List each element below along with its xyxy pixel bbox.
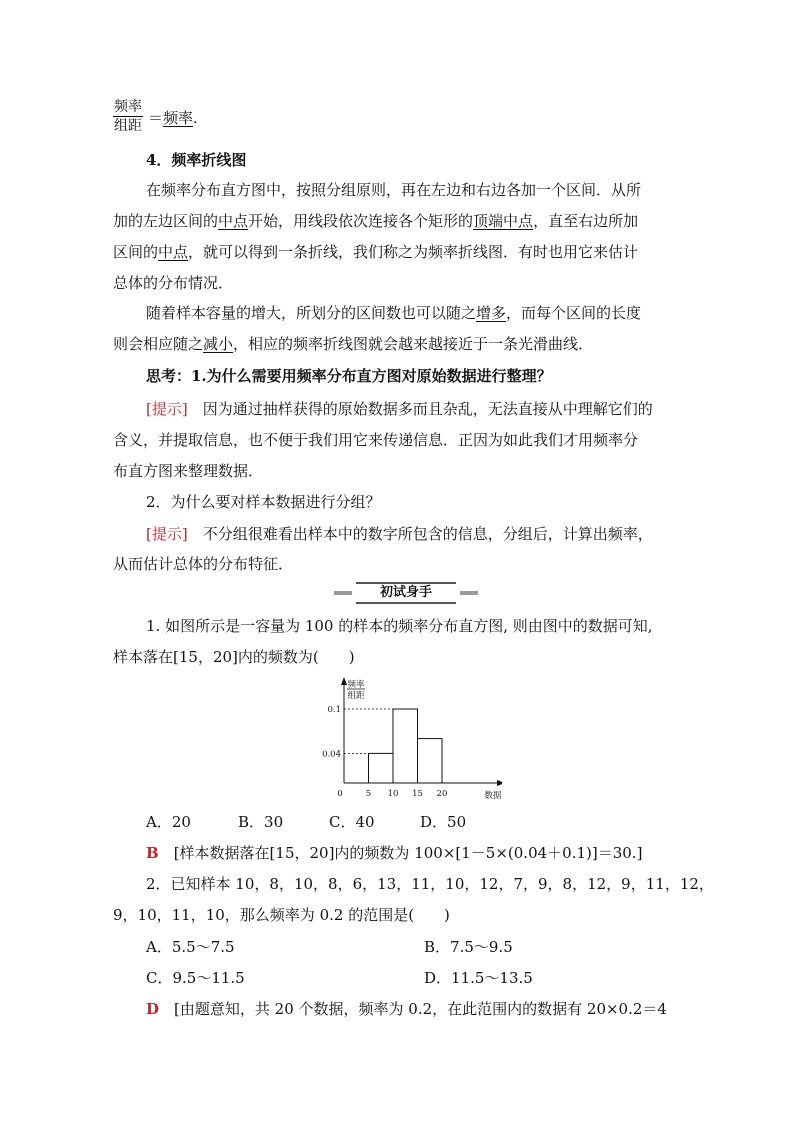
formula-fraction: [113, 98, 143, 135]
x-tick-label: 5: [365, 789, 372, 799]
think-question-2: 2．为什么要对样本数据进行分组？: [146, 493, 381, 511]
formula-denominator: 组距: [114, 118, 142, 134]
ex1-answer: B [样本数据落在[15，20]内的频数为 100×[1－5×(0.04＋0.1)]＝30.]: [146, 844, 643, 862]
section-title: 4．频率折线图: [146, 151, 247, 169]
y-axis-label-bottom: 组距: [347, 691, 365, 701]
histogram-chart: [322, 677, 502, 802]
paragraph-line: 则会相应随之减小，相应的频率折线图就会越来越接近于一条光滑曲线．: [113, 335, 594, 353]
histogram-bar: [393, 709, 418, 783]
x-axis-label: 数据: [484, 791, 502, 801]
ex1-option-b: B．30: [238, 813, 284, 831]
exercise-2-line: 9，10，11，10，那么频率为 0.2 的范围是( ): [113, 906, 450, 924]
paragraph-line: 含义，并提取信息，也不便于我们用它来传递信息．正因为如此我们才用频率分: [113, 431, 639, 449]
ex1-option-c: C．40: [329, 813, 375, 831]
ex2-option-c: C．9.5～11.5: [146, 969, 245, 987]
formula-result: ＝频率.: [148, 109, 198, 127]
think-question-1: 思考：1.为什么需要用频率分布直方图对原始数据进行整理？: [146, 367, 552, 385]
hint-label: [提示]: [146, 525, 188, 543]
paragraph-line: 随着样本容量的增大，所划分的区间数也可以随之增多，而每个区间的长度: [146, 304, 642, 322]
histogram-bar: [418, 739, 443, 783]
hint-2: [提示] 不分组很难看出样本中的数字所包含的信息，分组后，计算出频率，: [146, 525, 653, 543]
exercise-1-line: 样本落在[15，20]内的频数为( ): [113, 648, 355, 666]
y-tick-label: 0.1: [327, 705, 341, 715]
ex2-option-d: D．11.5～13.5: [424, 969, 533, 987]
paragraph-line: 布直方图来整理数据．: [113, 462, 264, 480]
ex1-option-d: D．50: [420, 813, 467, 831]
ex2-answer: D [由题意知，共 20 个数据，频率为 0.2，在此范围内的数据有 20×0.2＝4: [146, 1000, 667, 1018]
paragraph-line: 在频率分布直方图中，按照分组原则，再在左边和右边各加一个区间．从所: [146, 181, 642, 199]
x-axis-arrow: [497, 780, 502, 786]
exercise-1-line: 1. 如图所示是一容量为 100 的样本的频率分布直方图, 则由图中的数据可知,: [146, 617, 653, 635]
x-tick-label: 20: [436, 789, 448, 799]
paragraph-line: 从而估计总体的分布特征．: [113, 555, 294, 573]
y-axis-arrow: [341, 677, 347, 685]
x-tick-label: 0: [337, 789, 343, 799]
y-tick-label: 0.04: [322, 749, 341, 760]
paragraph-line: 总体的分布情况．: [113, 274, 234, 292]
hint-1: [提示] 因为通过抽样获得的原始数据多而且杂乱，无法直接从中理解它们的: [146, 400, 653, 418]
exercise-2-line: 2．已知样本 10，8，10，8，6，13，11，10，12，7，9，8，12，9，11，12，: [146, 875, 714, 893]
ex2-option-b: B．7.5～9.5: [424, 938, 513, 956]
formula-numerator: 频率: [114, 99, 142, 115]
histogram-bar: [369, 753, 394, 783]
section-banner: 初试身手: [356, 582, 456, 604]
ex2-option-a: A．5.5～7.5: [146, 938, 235, 956]
y-axis-label-top: 频率: [347, 680, 365, 690]
x-tick-label: 10: [387, 789, 399, 799]
hint-label: [提示]: [146, 400, 188, 418]
paragraph-line: 加的左边区间的中点开始，用线段依次连接各个矩形的顶端中点，直至右边所加: [113, 212, 639, 230]
paragraph-line: 区间的中点，就可以得到一条折线，我们称之为频率折线图．有时也用它来估计: [113, 243, 639, 261]
x-tick-label: 15: [412, 789, 423, 799]
ex1-option-a: A．20: [146, 813, 191, 831]
